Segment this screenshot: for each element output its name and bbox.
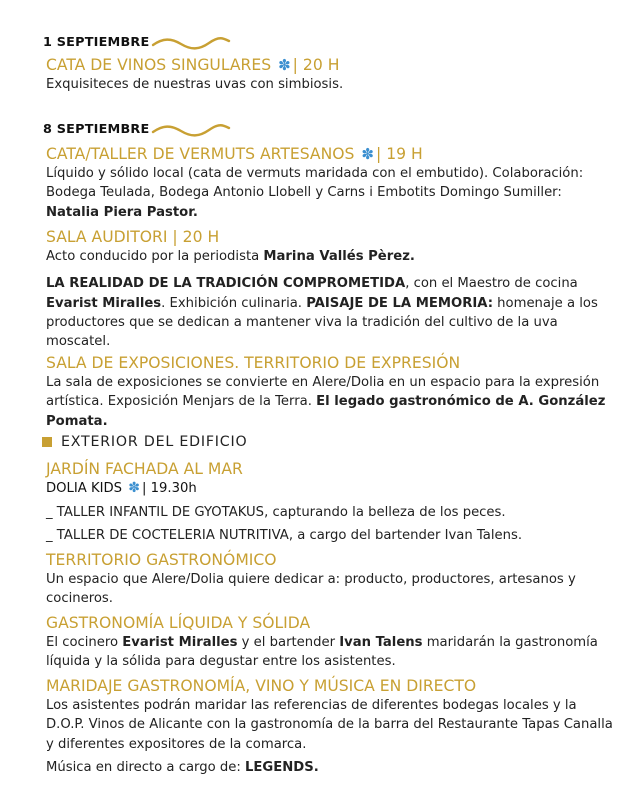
text: homenaje a los productores que se dedican a mantener viva la tradición del cultivo de la uva moscatel. — [46, 295, 598, 350]
event-jardin — [46, 460, 616, 546]
star-icon: ✽ — [278, 56, 291, 74]
star-icon: ✽ — [128, 480, 140, 496]
music-line — [46, 758, 616, 777]
gold-wave-icon — [151, 123, 231, 137]
bullet: _ — [46, 528, 57, 544]
event-territorio — [46, 551, 616, 609]
item-text: , a cargo del bartender Ivan Talens. — [288, 528, 523, 544]
event-cata-vinos — [46, 56, 616, 94]
item-title: TALLER DE COCTELERIA NUTRITIVA — [56, 528, 289, 544]
kids-line — [46, 479, 616, 498]
bold-text: PAISAJE DE LA MEMORIA: — [306, 295, 493, 311]
text: y el bartender — [237, 635, 340, 650]
desc-text: La sala de exposiciones se convierte en Alere/Dolia en un espacio para la expresión artística. Exposición Menjars de la Terra. — [46, 375, 600, 410]
bullet: _ — [46, 505, 57, 520]
chef-name: Evarist Miralles — [122, 635, 238, 650]
item-text: , capturando la belleza de los peces. — [264, 505, 506, 520]
event-title: GASTRONOMÍA LÍQUIDA Y SÓLIDA — [46, 614, 311, 632]
separator: | — [142, 481, 147, 496]
section-exterior — [42, 434, 247, 450]
list-item — [46, 526, 616, 545]
event-maridaje — [46, 677, 616, 777]
text: maridarán la gastronomía líquida y la sólida para degustar entre los asistentes. — [46, 635, 598, 670]
event-gastronomia — [46, 614, 616, 672]
gold-wave-icon — [151, 36, 231, 50]
event-description: Los asistentes podrán maridar las referencias de diferentes bodegas locales y la D.O.P. Vinos de Alicante con la gastronomía de la barra del Restaurante Tapas Canalla y diferentes expositores de la comarca. — [46, 698, 613, 752]
event-description: Exquisiteces de nuestras uvas con simbiosis. — [46, 77, 344, 92]
bold-text: El legado gastronómico de A. González Pomata. — [46, 394, 606, 429]
event-paragraph — [46, 274, 616, 351]
bartender-name: Ivan Talens — [339, 635, 423, 650]
event-auditori — [46, 228, 616, 351]
event-title: SALA DE EXPOSICIONES. TERRITORIO DE EXPRESIÓN — [46, 354, 461, 372]
event-title: CATA/TALLER DE VERMUTS ARTESANOS — [46, 145, 355, 163]
text: . Exhibición culinaria. — [161, 295, 307, 311]
text: El cocinero — [46, 635, 123, 650]
presenter-name: Marina Vallés Pèrez. — [263, 249, 415, 264]
date-label: 8 SEPTIEMBRE — [43, 122, 150, 137]
event-description — [46, 373, 616, 431]
event-description: Un espacio que Alere/Dolia quiere dedicar a: producto, productores, artesanos y cocineros. — [46, 572, 576, 607]
desc-text: Acto conducido por la periodista — [46, 249, 264, 264]
band-name: LEGENDS. — [244, 759, 319, 775]
bold-text: LA REALIDAD DE LA TRADICIÓN COMPROMETIDA — [46, 276, 406, 292]
event-title: MARIDAJE GASTRONOMÍA, VINO Y MÚSICA EN DIRECTO — [46, 677, 477, 695]
event-vermuts — [46, 145, 616, 222]
desc-text: Líquido y sólido local (cata de vermuts maridada con el embutido). Colaboración: Bodega Teulada, Bodega Antonio Llobell y Carns i Embotits Domingo Sumiller: — [46, 166, 584, 201]
date-heading-8 — [43, 122, 231, 137]
event-time: 20 H — [302, 56, 340, 74]
event-title: JARDÍN FACHADA AL MAR — [46, 460, 243, 478]
sommelier-name: Natalia Piera Pastor. — [46, 204, 198, 220]
separator: | — [376, 145, 382, 163]
event-description — [46, 633, 616, 672]
star-icon: ✽ — [361, 145, 374, 163]
event-title: TERRITORIO GASTRONÓMICO — [46, 551, 277, 569]
event-description — [46, 164, 616, 222]
event-title-line — [46, 228, 616, 247]
chef-name: Evarist Miralles — [46, 295, 162, 311]
text: , con el Maestro de cocina — [405, 276, 578, 292]
event-title: SALA AUDITORI — [46, 228, 168, 246]
event-time: 19 H — [386, 145, 423, 163]
kids-label: DOLIA KIDS — [46, 481, 123, 496]
event-time: 20 H — [182, 228, 220, 246]
event-title-line — [46, 145, 616, 164]
list-item — [46, 503, 616, 522]
event-description — [46, 247, 616, 266]
item-title: TALLER INFANTIL DE GYOTAKUS — [56, 505, 265, 520]
date-label: 1 SEPTIEMBRE — [43, 35, 150, 50]
date-heading-1 — [43, 35, 231, 50]
event-time: 19.30h — [150, 481, 197, 496]
event-title: CATA DE VINOS SINGULARES — [46, 56, 272, 74]
separator: | — [172, 228, 178, 246]
event-exposiciones — [46, 354, 616, 431]
text: Música en directo a cargo de: — [46, 759, 245, 775]
event-title-line — [46, 56, 616, 75]
separator: | — [292, 56, 298, 74]
gold-square-icon — [42, 437, 52, 447]
section-title: EXTERIOR DEL EDIFICIO — [61, 434, 248, 450]
